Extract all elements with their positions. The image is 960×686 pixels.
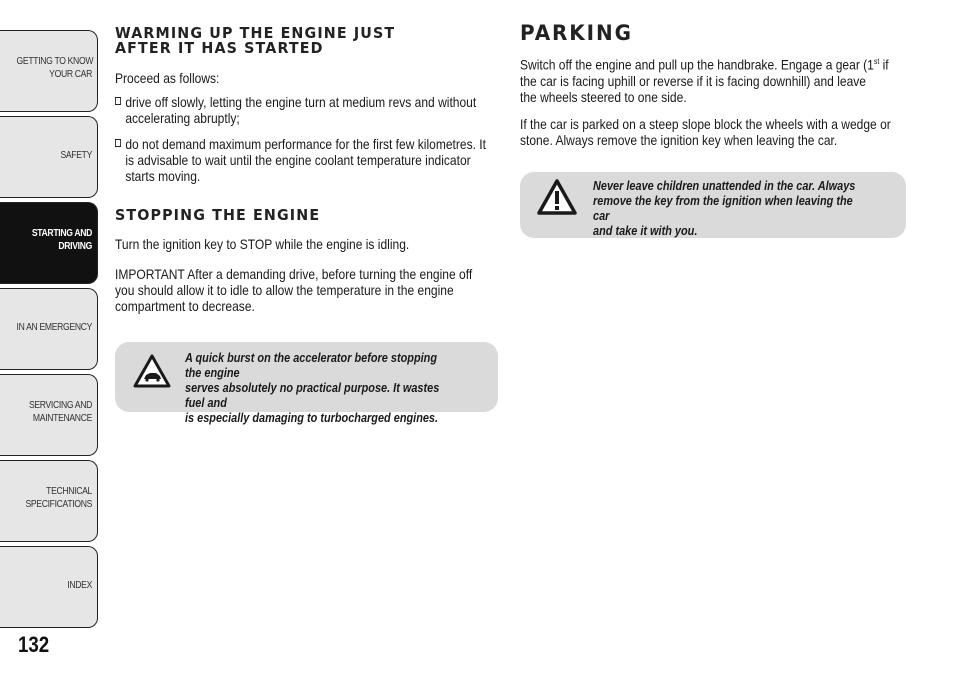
parking-paragraph-2 [520, 116, 909, 148]
body-text: If the car is parked on a steep slope block the wheels with a wedge or [520, 116, 891, 132]
list-item-text: drive off slowly, letting the engine turn at medium revs and without [125, 94, 477, 110]
section-title-warmup: WARMING UP THE ENGINE JUST [115, 24, 396, 42]
list-item [115, 136, 509, 184]
tab-servicing-and-maintenance[interactable] [0, 374, 98, 456]
tab-label: TECHNICAL [46, 485, 92, 497]
list-item-text: starts moving. [125, 168, 201, 184]
superscript: st [873, 57, 880, 66]
note-text: is especially damaging to turbocharged engines. [185, 410, 439, 425]
tab-technical-specifications[interactable] [0, 460, 98, 542]
tab-starting-and-driving[interactable] [0, 202, 98, 284]
note-text: A quick burst on the accelerator before stopping the engine [185, 350, 438, 380]
body-text: compartment to decrease. [115, 298, 255, 314]
section-title-stopping: STOPPING THE ENGINE [115, 206, 321, 224]
list-item-text: is advisable to wait until the engine coolant temperature indicator [125, 152, 471, 168]
tab-label: DRIVING [58, 240, 92, 252]
tab-label: MAINTENANCE [32, 412, 92, 424]
tab-label: IN AN EMERGENCY [16, 321, 93, 333]
body-text: Turn the ignition key to STOP while the engine is idling. [115, 236, 410, 252]
tab-label: GETTING TO KNOW [16, 55, 94, 67]
warning-text: and take it with you. [593, 223, 698, 238]
warning-box-children [520, 172, 906, 238]
body-text: if [879, 56, 889, 73]
body-text: Switch off the engine and pull up the handbrake. Engage a gear (1 [520, 56, 874, 73]
body-text: Proceed as follows: [115, 70, 220, 86]
page-number: 132 [18, 632, 50, 657]
tab-label: SAFETY [60, 149, 92, 161]
important-paragraph [115, 266, 499, 314]
note-text: serves absolutely no practical purpose. It wastes fuel and [185, 380, 440, 410]
body-text: IMPORTANT After a demanding drive, before turning the engine off [115, 266, 473, 282]
tab-index[interactable] [0, 546, 98, 628]
tab-label: SERVICING AND [28, 399, 92, 411]
list-item-text: accelerating abruptly; [125, 110, 240, 126]
body-text: the wheels steered to one side. [520, 88, 687, 105]
body-text: stone. Always remove the ignition key when leaving the car. [520, 132, 838, 148]
checkbox-bullet-icon [115, 139, 121, 147]
list-item [115, 94, 509, 126]
body-text: the car is facing uphill or reverse if it is facing downhill) and leave [520, 72, 866, 89]
tab-label: SPECIFICATIONS [25, 498, 93, 510]
note-box-engine [115, 342, 498, 425]
parking-paragraph-1 [520, 54, 909, 105]
list-item-text: do not demand maximum performance for the first few kilometres. It [125, 136, 486, 152]
warning-text: remove the key from the ignition when leaving the car [593, 193, 853, 223]
body-text: you should allow it to idle to allow the temperature in the engine [115, 282, 454, 298]
tab-in-an-emergency[interactable] [0, 288, 98, 370]
car-warning-icon [133, 354, 171, 388]
tab-label: INDEX [67, 579, 92, 591]
warning-triangle-icon [536, 178, 578, 216]
checkbox-bullet-icon [115, 97, 121, 105]
section-title-warmup: AFTER IT HAS STARTED [115, 39, 324, 57]
tab-label: YOUR CAR [49, 68, 92, 80]
tab-safety[interactable] [0, 116, 98, 198]
warning-text: Never leave children unattended in the car. Always [593, 178, 856, 193]
tab-getting-to-know[interactable] [0, 30, 98, 112]
section-title-parking: PARKING [520, 21, 633, 45]
tab-label: STARTING AND [31, 227, 92, 239]
